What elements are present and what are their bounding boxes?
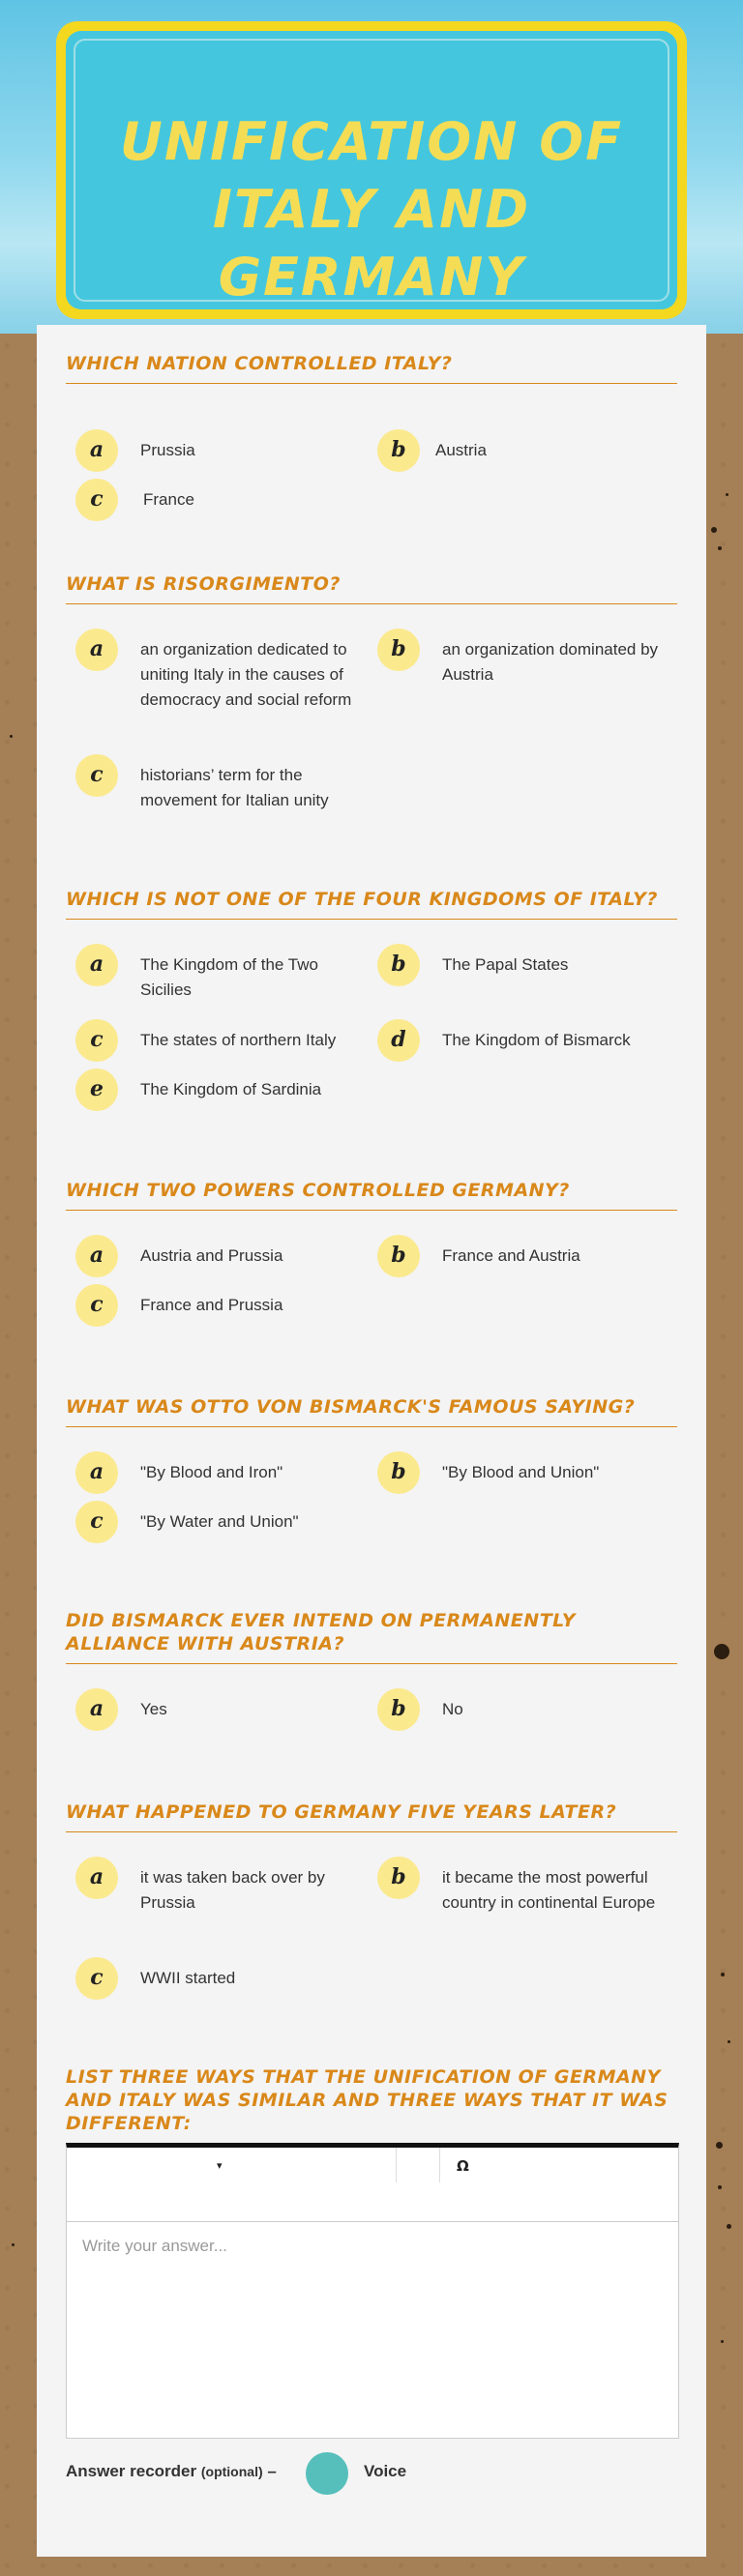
question-3: WHICH IS NOT ONE OF THE FOUR KINGDOMS OF ITALY? a The Kingdom of the Two Sicilies b The Papal States c The states of northern Italy d The Kingdom of Bismarck e The Kingdom of Sardinia [66,888,677,1110]
question-7: WHAT HAPPENED TO GERMANY FIVE YEARS LATER? a it was taken back over by Prussia b it became the most powerful country in continental Europe c WWII started [66,1800,677,1994]
question-title: WHAT HAPPENED TO GERMANY FIVE YEARS LATER? [66,1800,677,1832]
question-1: WHICH NATION CONTROLLED ITALY? a Prussia b Austria c France [66,352,677,487]
chevron-down-icon[interactable]: ▾ [217,2159,223,2172]
editor-toolbar [67,2148,678,2222]
question-5: WHAT WAS OTTO VON BISMARCK'S FAMOUS SAYING? a "By Blood and Iron" b "By Blood and Union" c "By Water and Union" [66,1395,677,1531]
question-title: LIST THREE WAYS THAT THE UNIFICATION OF GERMANY AND ITALY WAS SIMILAR AND THREE WAYS THAT IT WAS DIFFERENT: [66,2065,677,2144]
answer-recorder [66,2452,677,2495]
question-6: DID BISMARCK EVER INTEND ON PERMANENTLY ALLIANCE WITH AUSTRIA? a Yes b No [66,1609,677,1735]
question-title: WHAT WAS OTTO VON BISMARCK'S FAMOUS SAYING? [66,1395,677,1427]
title-banner [56,21,687,319]
question-title: WHICH NATION CONTROLLED ITALY? [66,352,677,384]
answer-input[interactable]: Write your answer... [82,2237,227,2255]
question-title: WHAT IS RISORGIMENTO? [66,572,677,604]
toolbar-divider [439,2148,440,2182]
question-title: DID BISMARCK EVER INTEND ON PERMANENTLY ALLIANCE WITH AUSTRIA? [66,1609,677,1664]
page-title: UNIFICATION OF ITALY AND GERMANY [120,111,623,307]
special-character-button[interactable]: Ω [457,2157,469,2175]
toolbar-divider [396,2148,397,2182]
recorder-dash: – [262,2462,277,2480]
recorder-label: Answer recorder [66,2462,197,2480]
recorder-optional: (optional) [200,2464,263,2479]
question-title: WHICH TWO POWERS CONTROLLED GERMANY? [66,1179,677,1211]
question-2: WHAT IS RISORGIMENTO? a an organization dedicated to uniting Italy in the causes of democracy and social reform b an organization dominated by Austria c historians’ term for the movement for Italian unity [66,572,677,805]
answer-editor [66,2143,679,2439]
worksheet-panel [37,325,706,2557]
question-4: WHICH TWO POWERS CONTROLLED GERMANY? a Austria and Prussia b France and Austria c France and Prussia [66,1179,677,1314]
question-8 [66,2065,677,2134]
microphone-icon[interactable] [306,2452,348,2495]
voice-label: Voice [364,2462,407,2480]
question-title: WHICH IS NOT ONE OF THE FOUR KINGDOMS OF ITALY? [66,888,677,920]
